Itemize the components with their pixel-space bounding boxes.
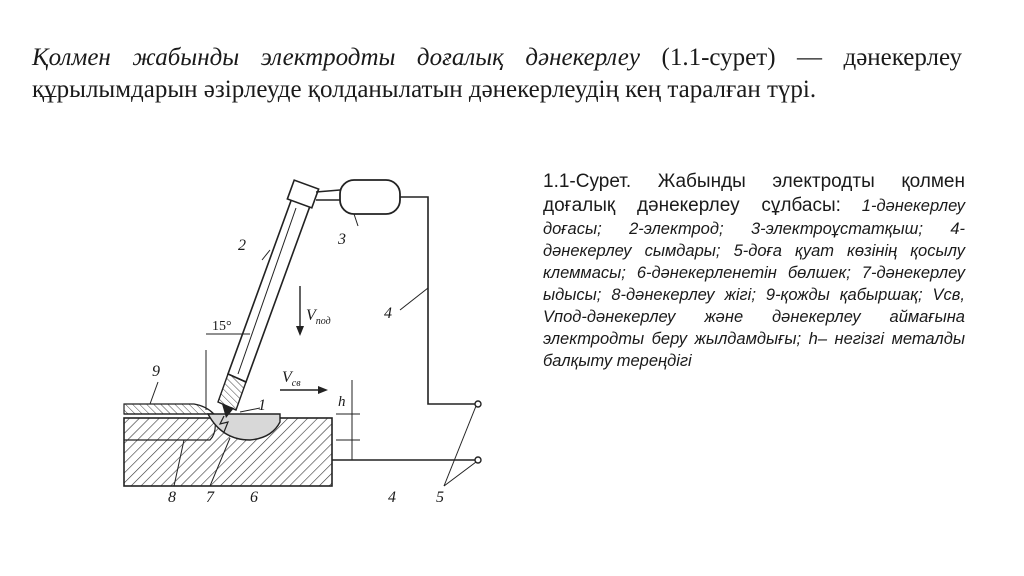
intro-title: Қолмен жабынды электродты доғалық дәнекерлеу xyxy=(32,44,641,71)
intro-text: (1.1-сурет) — дәнекерлеу құрылымдарын әзірлеуде қолданылатын дәнекерлеудің кең таралған түрі. xyxy=(32,44,963,103)
figure-caption xyxy=(543,170,965,372)
label-3: 3 xyxy=(338,231,346,248)
label-angle: 15° xyxy=(212,319,232,334)
label-7: 7 xyxy=(206,489,214,506)
intro-paragraph xyxy=(32,42,962,106)
label-5: 5 xyxy=(436,489,444,506)
label-v-pod: $V_{под}$ xyxy=(306,307,331,327)
label-9: 9 xyxy=(152,363,160,380)
label-8: 8 xyxy=(168,489,176,506)
label-2: 2 xyxy=(238,237,246,254)
label-h: h xyxy=(338,394,346,410)
caption-legend: 1-дәнекерлеу доғасы; 2-электрод; 3-электроұстатқыш; 4-дәнекерлеу сымдары; 5-доға қуат көзінің қосылу клеммасы; 6-дәнекерленетін бөлшек; 7-дәнекерлеу ыдысы; 8-дәнекерлеу жігі; 9-қожды қабыршақ; Vсв, Vпод-дәнекерлеу және дәнекерлеу аймағына электродты беру жылдамдығы; h– негізгі металды балқыту тереңдігі xyxy=(543,197,965,370)
label-v-sv: $V_{св}$ xyxy=(282,369,301,389)
caption-heading: 1.1-Сурет. Жабынды электродты қолмен доғалық дәнекерлеу сұлбасы: xyxy=(543,171,965,216)
label-6: 6 xyxy=(250,489,258,506)
label-4-bottom: 4 xyxy=(388,489,396,506)
slag-crust xyxy=(124,404,214,414)
label-1: 1 xyxy=(258,397,266,414)
label-4-top: 4 xyxy=(384,305,392,322)
welding-diagram xyxy=(110,170,500,506)
